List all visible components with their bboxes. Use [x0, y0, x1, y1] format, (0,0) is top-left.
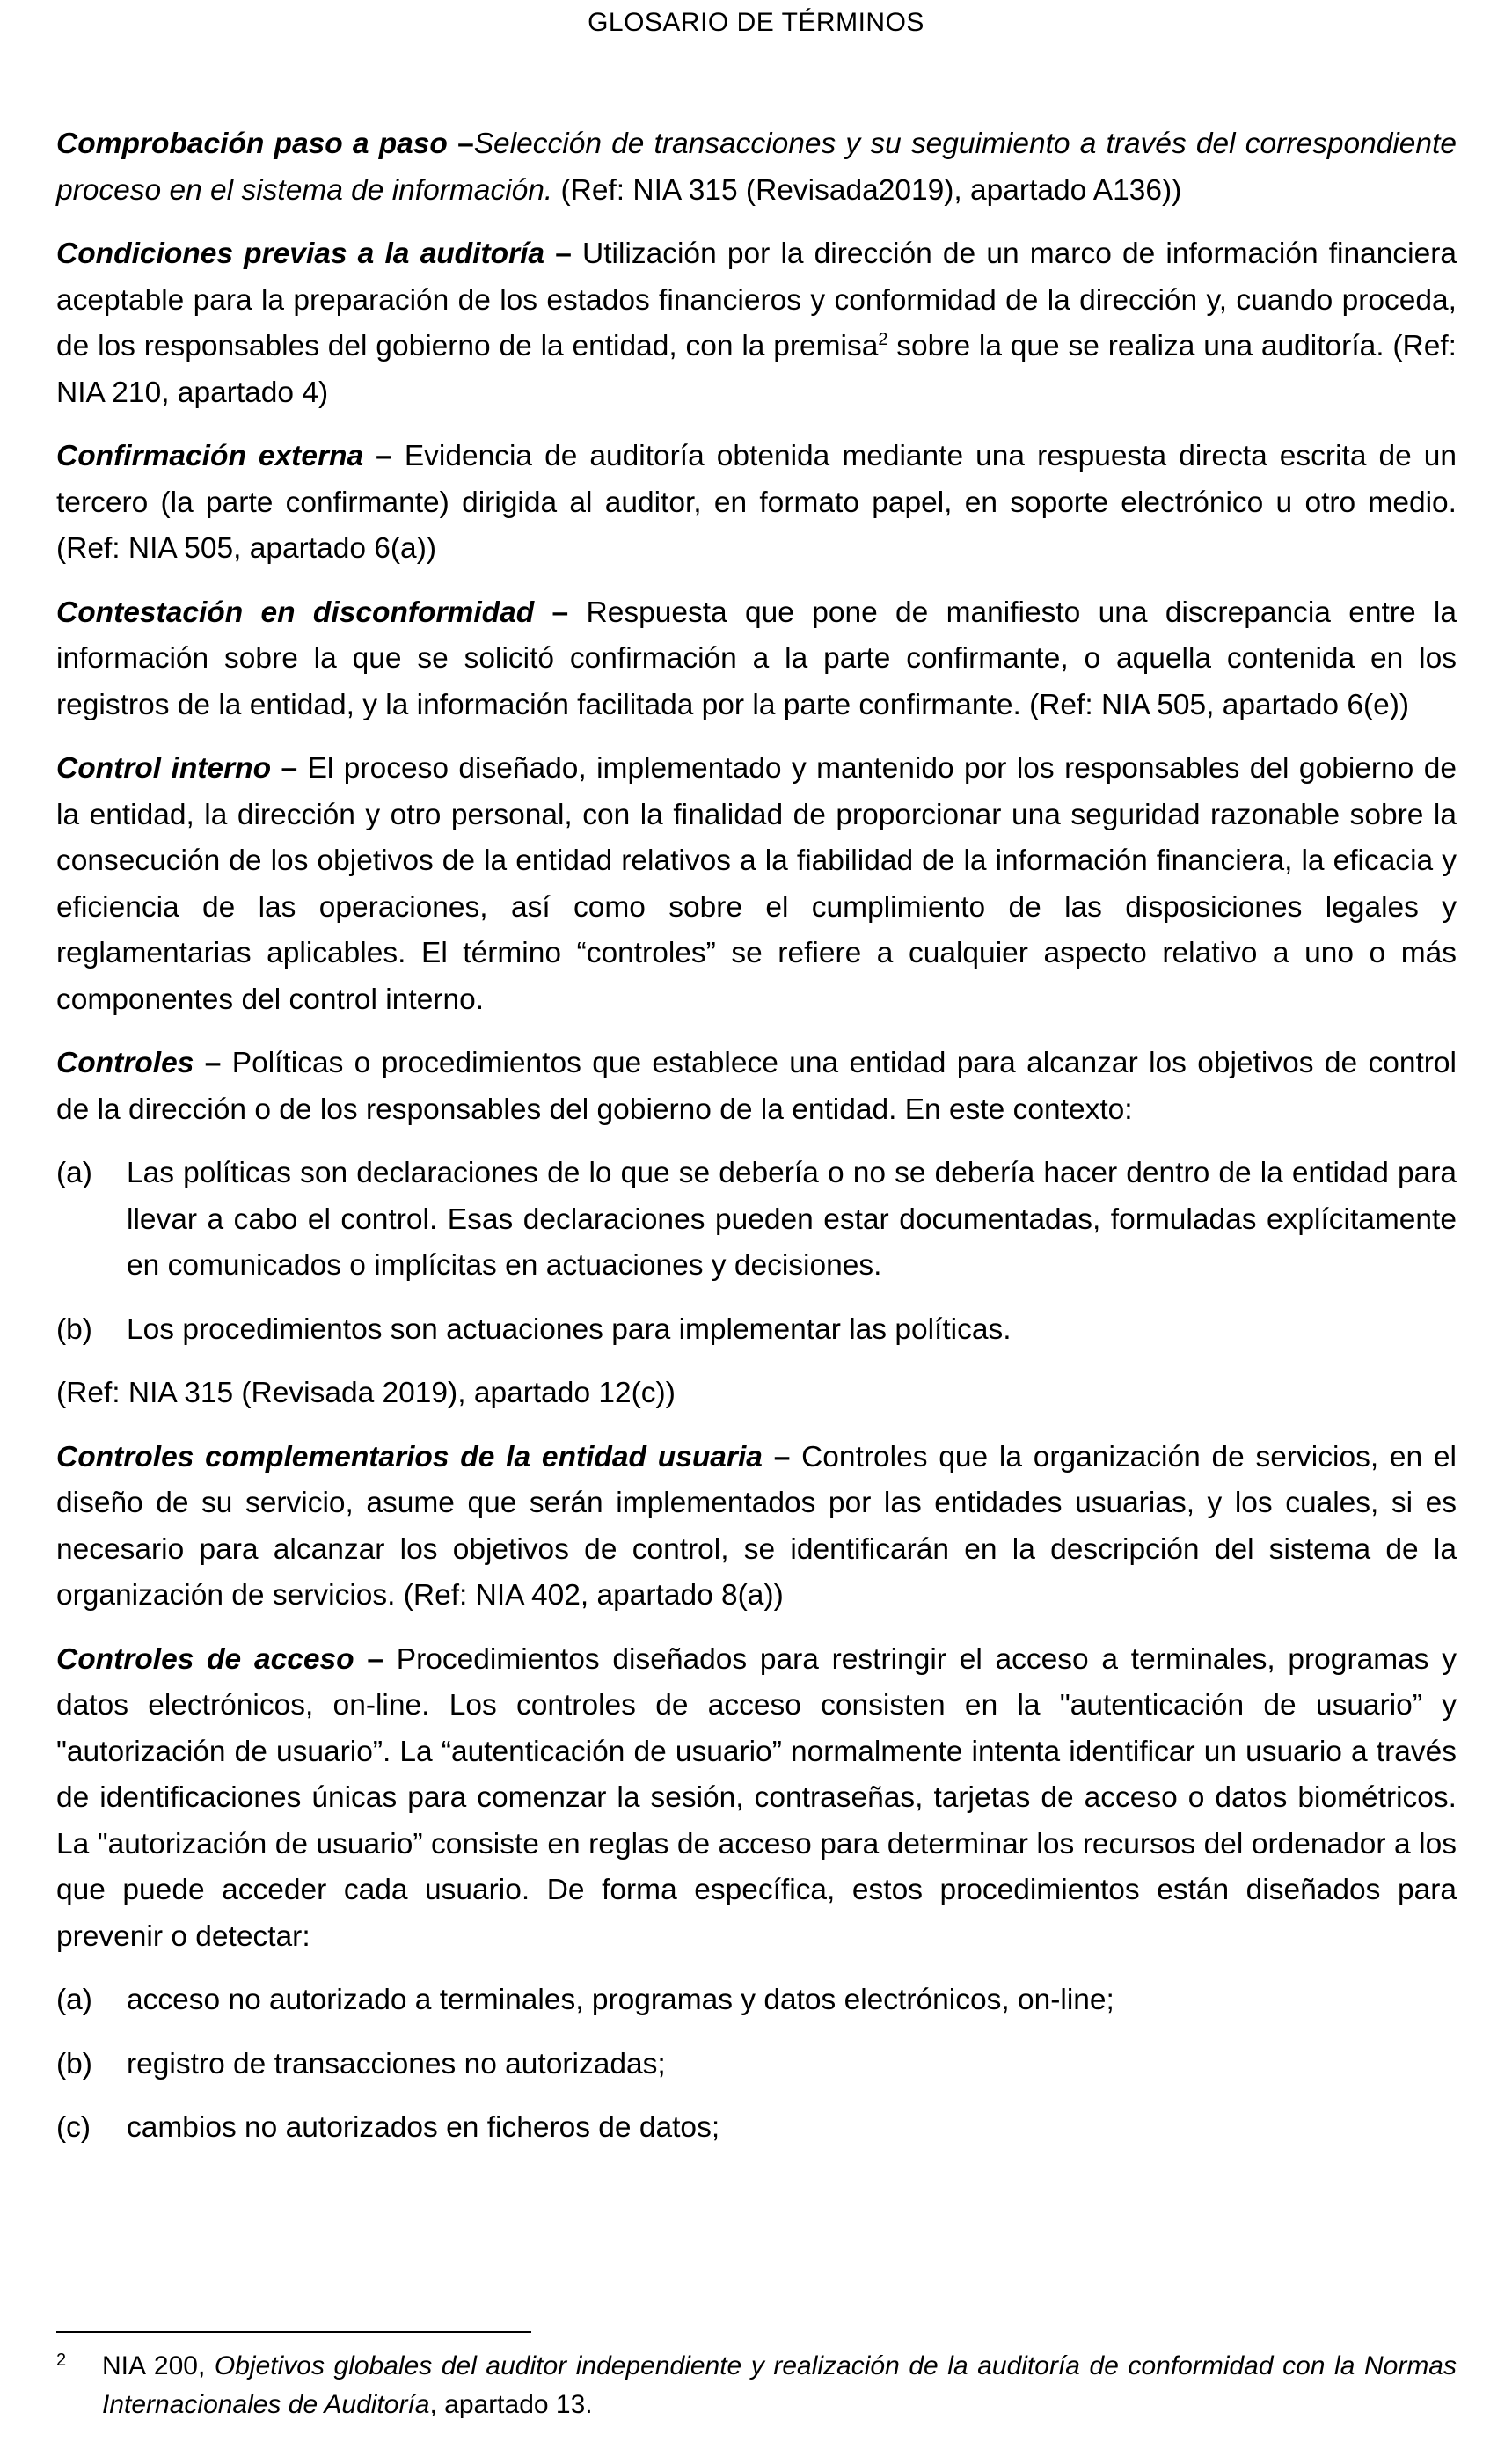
footnote-number: 2 — [56, 2351, 67, 2370]
footnote — [56, 2347, 1457, 2424]
footnote-prefix: NIA 200, — [102, 2351, 215, 2380]
glossary-definition: El proceso diseñado, implementado y mantenido por los responsables del gobierno de la entidad, la dirección y otro personal, con la finalidad de proporcionar una seguridad razonable sobre la consecución de los objetivos de la entidad relativos a la fiabilidad de la información financiera, la eficacia y eficiencia de las operaciones, así como sobre el cumplimiento de las disposiciones legales y reglamentarias aplicables. El término “controles” se refiere a cualquier aspecto relativo a uno o más componentes del control interno. — [56, 752, 1457, 1016]
list-item — [56, 1151, 1457, 1290]
list-item — [56, 2105, 1457, 2152]
glossary-entry — [56, 434, 1457, 573]
glossary-definition: Controles que la organización de servicios, en el diseño de su servicio, asume que serán implementados por las entidades usuarias, y los cuales, si es necesario para alcanzar los objetivos de control, se identificarán en la descripción del sistema de la organización de servicios. (Ref: NIA 402, apartado 8(a)) — [56, 1440, 1457, 1612]
list-item-text: cambios no autorizados en ficheros de datos; — [127, 2111, 720, 2144]
glossary-entry — [56, 1041, 1457, 1133]
list-item — [56, 2042, 1457, 2088]
glossary-definition-continued: sobre la que se realiza una auditoría. (Ref: NIA 210, apartado 4) — [56, 330, 1457, 409]
glossary-entry — [56, 121, 1457, 214]
glossary-term: Controles de acceso — [56, 1642, 354, 1676]
term-dash: – — [376, 440, 392, 472]
glossary-entry — [56, 590, 1457, 729]
page-title: GLOSARIO DE TÉRMINOS — [588, 8, 924, 37]
list-item-text: acceso no autorizado a terminales, programas y datos electrónicos, on-line; — [127, 1984, 1114, 2016]
footnote-title: Objetivos globales del auditor independiente y realización de la auditoría de conformidad con la Normas Internacionales de Auditoría — [102, 2351, 1457, 2419]
glossary-definition: Políticas o procedimientos que establece una entidad para alcanzar los objetivos de control de la dirección o de los responsables del gobierno de la entidad. En este contexto: — [56, 1047, 1457, 1126]
list-item-text: Las políticas son declaraciones de lo que se debería o no se debería hacer dentro de la entidad para llevar a cabo el control. Esas declaraciones pueden estar documentadas, formuladas explícitamente en comunicados o implícitas en actuaciones y decisiones. — [127, 1157, 1457, 1282]
term-dash: – — [367, 1642, 383, 1676]
glossary-term: Contestación en disconformidad — [56, 596, 535, 629]
list-item-label: (c) — [56, 2111, 91, 2144]
glossary-term: Condiciones previas a la auditoría — [56, 238, 545, 270]
footnote-text — [102, 2347, 1457, 2424]
glossary-definition: (Ref: NIA 315 (Revisada2019), apartado A136)) — [552, 173, 1182, 207]
glossary-term: Control interno — [56, 752, 272, 785]
list-item — [56, 1307, 1457, 1354]
term-dash: – — [773, 1440, 791, 1473]
glossary-term: Comprobación paso a paso — [56, 128, 448, 160]
footnote-separator — [56, 2331, 531, 2333]
glossary-definition: Respuesta que pone de manifiesto una discrepancia entre la información sobre la que se solicitó confirmación a la parte confirmante, o aquella contenida en los registros de la entidad, y la información facilitada por la parte confirmante. (Ref: NIA 505, apartado 6(e)) — [56, 596, 1457, 721]
term-dash: – — [204, 1047, 222, 1079]
glossary-body — [56, 121, 1457, 2169]
list-item-text: registro de transacciones no autorizadas; — [127, 2047, 666, 2080]
term-dash: – — [555, 238, 572, 270]
glossary-entry — [56, 1637, 1457, 1961]
glossary-entry — [56, 746, 1457, 1023]
list-item-label: (a) — [56, 1157, 92, 1189]
glossary-definition-italic: Selección de transacciones y su seguimiento a través del correspondiente proceso en el sistema de información. — [56, 128, 1457, 207]
reference-line: (Ref: NIA 315 (Revisada 2019), apartado 12(c)) — [56, 1377, 676, 1409]
glossary-entry — [56, 231, 1457, 416]
glossary-term: Controles — [56, 1047, 194, 1079]
glossary-term: Controles complementarios de la entidad usuaria — [56, 1440, 763, 1473]
list-item-text: Los procedimientos son actuaciones para implementar las políticas. — [127, 1312, 1012, 1346]
term-dash: – — [457, 128, 474, 160]
footnote-suffix: , apartado 13. — [429, 2390, 593, 2419]
footnote-reference: 2 — [878, 329, 888, 349]
glossary-definition: Procedimientos diseñados para restringir el acceso a terminales, programas y datos electrónicos, on-line. Los controles de acceso consisten en la "autenticación de usuario” y "autorización de usuario”. La “autenticación de usuario” normalmente intenta identificar un usuario a través de identificaciones únicas para comenzar la sesión, contraseñas, tarjetas de acceso o datos biométricos. La "autorización de usuario” consiste en reglas de acceso para determinar los recursos del ordenador a los que puede acceder cada usuario. De forma específica, estos procedimientos están diseñados para prevenir o detectar: — [56, 1642, 1457, 1953]
term-dash: – — [281, 752, 298, 785]
glossary-definition: Utilización por la dirección de un marco de información financiera aceptable para la preparación de los estados financieros y conformidad de la dirección y, cuando proceda, de los responsables del gobierno de la entidad, con la premisa — [56, 238, 1457, 362]
list-item — [56, 1978, 1457, 2024]
glossary-entry — [56, 1435, 1457, 1619]
term-dash: – — [551, 596, 569, 629]
list-item-label: (a) — [56, 1984, 92, 2016]
list-item-label: (b) — [56, 1312, 92, 1346]
glossary-definition: Evidencia de auditoría obtenida mediante una respuesta directa escrita de un tercero (la parte confirmante) dirigida al auditor, en formato papel, en soporte electrónico u otro medio. (Ref: NIA 505, apartado 6(a)) — [56, 440, 1457, 565]
glossary-term: Confirmación externa — [56, 440, 364, 472]
list-item-label: (b) — [56, 2047, 92, 2080]
